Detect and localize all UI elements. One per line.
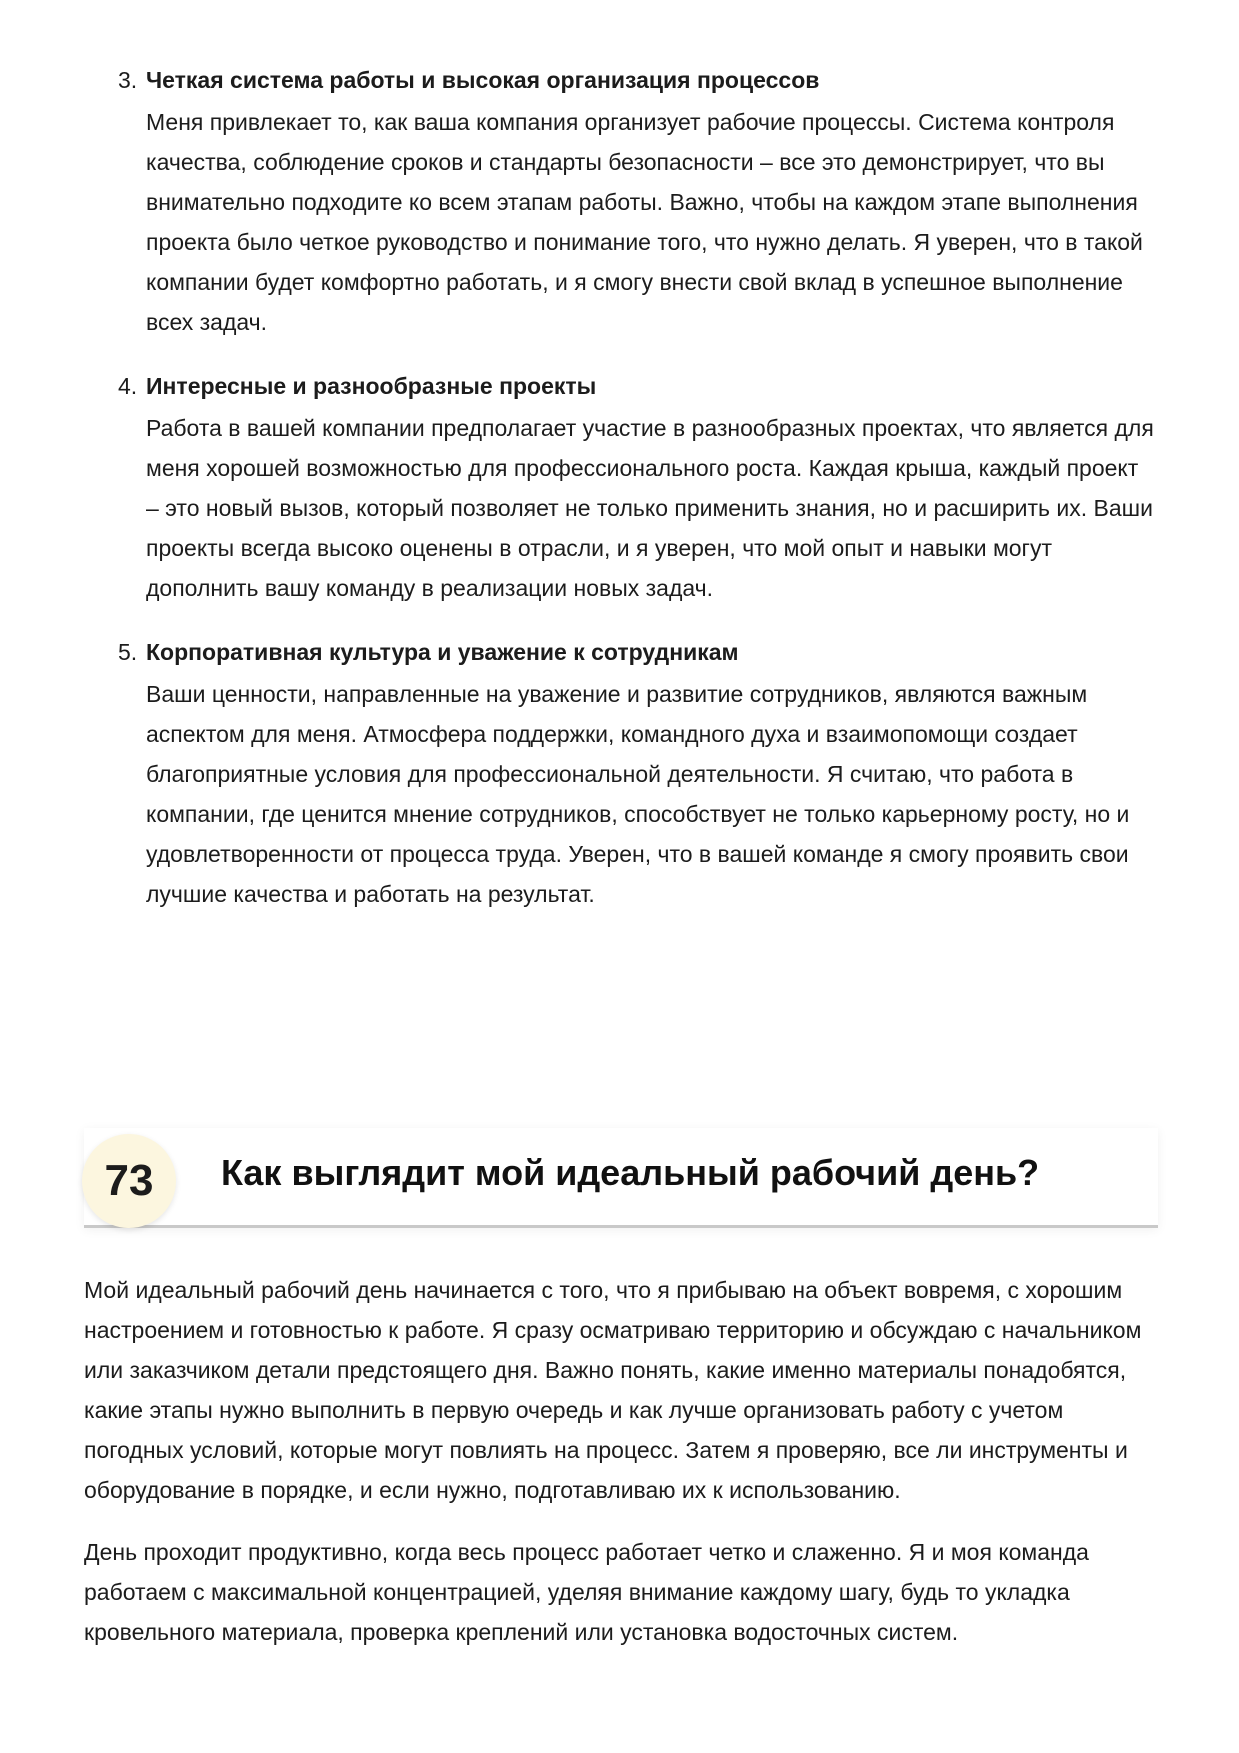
list-item (0, 634, 1239, 914)
section-title: Как выглядит мой идеальный рабочий день? (221, 1152, 1040, 1193)
section-body (84, 1270, 1164, 1674)
list-item-title: Корпоративная культура и уважение к сотрудникам (146, 639, 739, 665)
section-header (84, 1128, 1158, 1228)
list-item-body: Работа в вашей компании предполагает участие в разнообразных проектах, что является для меня хорошей возможностью для профессионального роста. Каждая крыша, каждый проект – это новый вызов, который позволяет не только применить знания, но и расширить их. Ваши проекты всегда высоко оценены в отрасли, и я уверен, что мой опыт и навыки могут дополнить вашу команду в реализации новых задач. (146, 415, 1154, 601)
section-number-badge: 73 (82, 1134, 176, 1228)
paragraph: День проходит продуктивно, когда весь процесс работает четко и слаженно. Я и моя команда работаем с максимальной концентрацией, уделяя внимание каждому шагу, будь то укладка кровельного материала, проверка креплений или установка водосточных систем. (84, 1539, 1089, 1645)
paragraph: Мой идеальный рабочий день начинается с того, что я прибываю на объект вовремя, с хорошим настроением и готовностью к работе. Я сразу осматриваю территорию и обсуждаю с начальником или заказчиком детали предстоящего дня. Важно понять, какие именно материалы понадобятся, какие этапы нужно выполнить в первую очередь и как лучше организовать работу с учетом погодных условий, которые могут повлиять на процесс. Затем я проверяю, все ли инструменты и оборудование в порядке, и если нужно, подготавливаю их к использованию. (84, 1277, 1142, 1503)
list-item (0, 62, 1239, 342)
list-item-title: Четкая система работы и высокая организация процессов (146, 67, 820, 93)
list-item-number: 3. (118, 67, 138, 93)
list-item-number: 5. (118, 639, 138, 665)
list-item-title: Интересные и разнообразные проекты (146, 373, 597, 399)
list-item-body: Меня привлекает то, как ваша компания организует рабочие процессы. Система контроля качества, соблюдение сроков и стандарты безопасности – все это демонстрирует, что вы внимательно подходите ко всем этапам работы. Важно, чтобы на каждом этапе выполнения проекта было четкое руководство и понимание того, что нужно делать. Я уверен, что в такой компании будет комфортно работать, и я смогу внести свой вклад в успешное выполнение всех задач. (146, 109, 1143, 335)
list-item-body: Ваши ценности, направленные на уважение и развитие сотрудников, являются важным аспектом для меня. Атмосфера поддержки, командного духа и взаимопомощи создает благоприятные условия для профессиональной деятельности. Я считаю, что работа в компании, где ценится мнение сотрудников, способствует не только карьерному росту, но и удовлетворенности от процесса труда. Уверен, что в вашей команде я смогу проявить свои лучшие качества и работать на результат. (146, 681, 1130, 907)
numbered-list (0, 62, 1239, 940)
list-item (0, 368, 1239, 608)
list-item-number: 4. (118, 373, 138, 399)
